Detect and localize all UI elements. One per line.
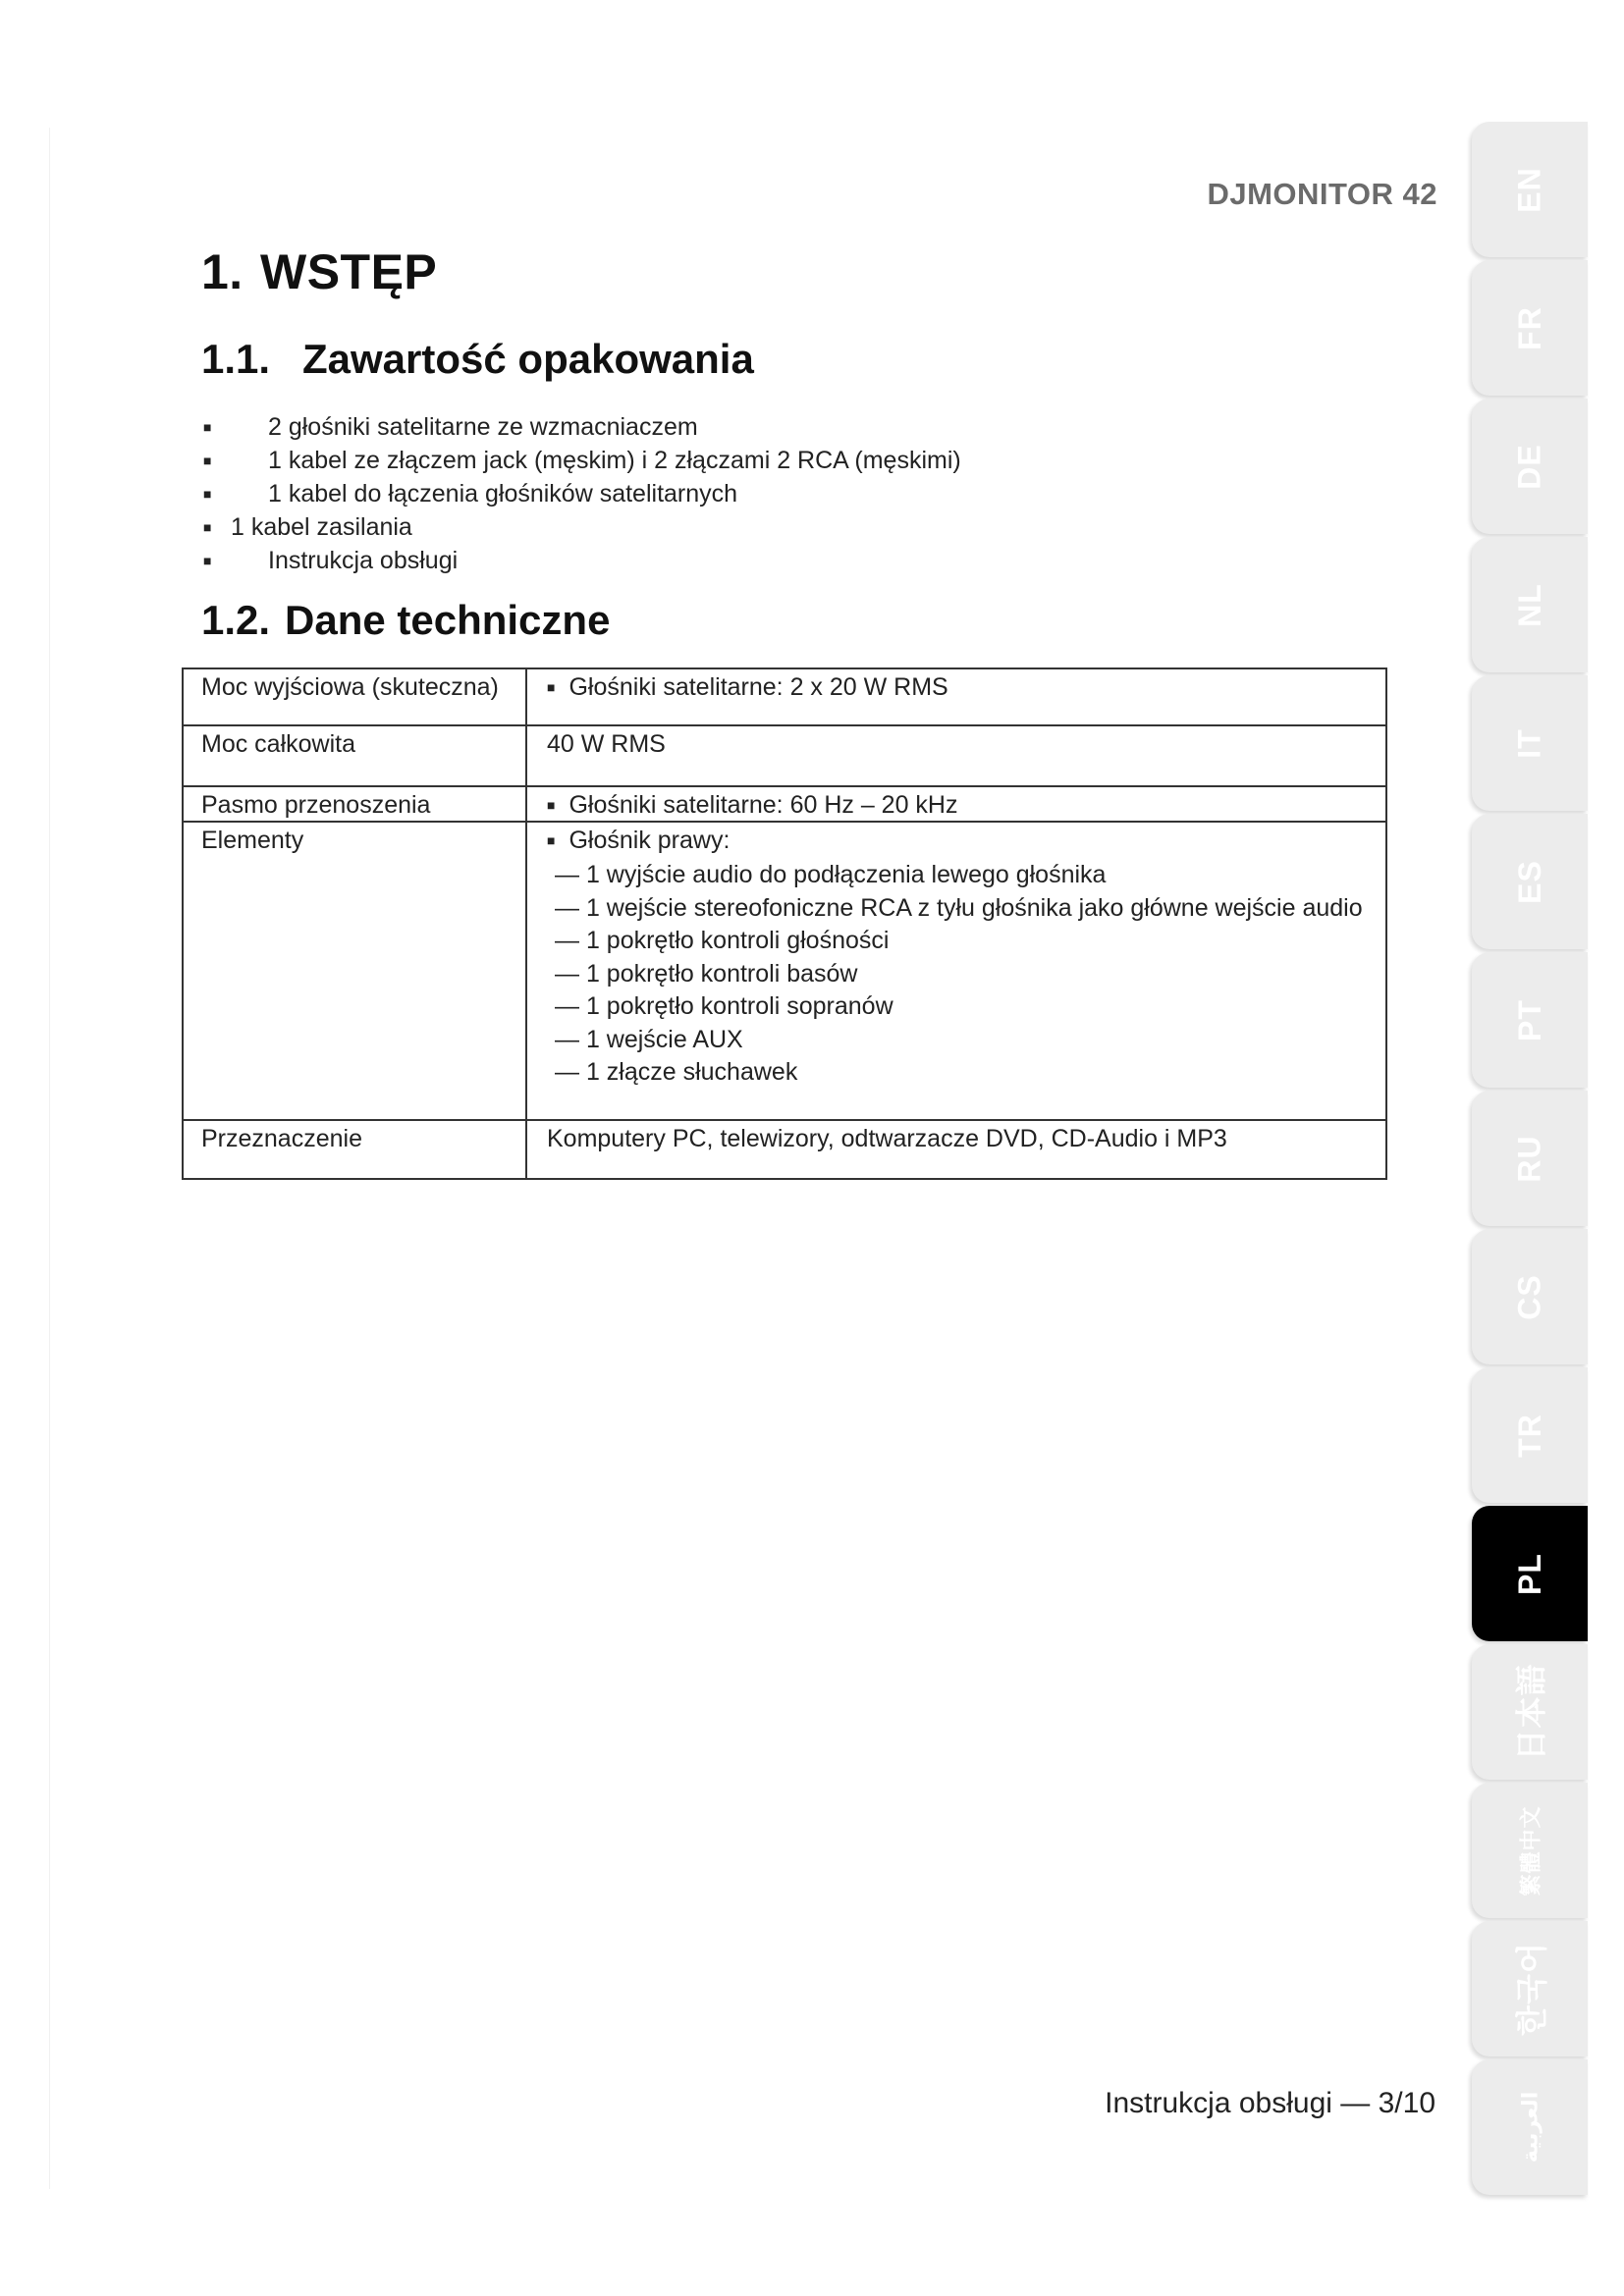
page-footer: Instrukcja obsługi — 3/10 [1105,2087,1435,2119]
tab-label: NL [1511,582,1547,627]
bullet-icon: ■ [203,419,212,435]
page-margin-line [49,128,50,2189]
list-item-text: 1 kabel ze złączem jack (męskim) i 2 złączami 2 RCA (męskimi) [268,447,961,474]
bullet-icon: ■ [203,486,212,502]
tab-lang-en[interactable] [1472,122,1588,257]
table-row [183,1120,1386,1179]
section-package-number: 1.1. [201,336,271,382]
tab-lang-pl[interactable] [1472,1506,1588,1641]
tab-lang-es[interactable] [1472,814,1588,949]
bullet-icon: ■ [203,519,212,535]
spec-value-cell [526,822,1386,1120]
list-item: — 1 wyjście audio do podłączenia lewego głośnika [555,861,1107,888]
tab-lang-tr[interactable] [1472,1367,1588,1503]
bullet-icon: ■ [547,797,556,813]
spec-label: Pasmo przenoszenia [183,786,526,822]
tab-label: TR [1511,1413,1547,1458]
chapter-number: 1. [201,244,244,299]
spec-value-cell [526,786,1386,822]
tab-lang-pt[interactable] [1472,952,1588,1088]
elements-heading-text: Głośnik prawy: [568,827,731,854]
spec-value: Głośniki satelitarne: 2 x 20 W RMS [568,673,948,701]
list-item-text: 1 kabel do łączenia głośników satelitarnych [268,480,738,507]
tab-lang-nl[interactable] [1472,537,1588,672]
tab-label: EN [1511,166,1547,213]
tab-label: PL [1511,1552,1547,1595]
tab-lang-ja[interactable] [1472,1644,1588,1780]
list-item: — 1 złącze słuchawek [555,1058,798,1086]
tab-lang-cs[interactable] [1472,1229,1588,1364]
tab-lang-zh[interactable] [1472,1783,1588,1918]
product-name: DJMONITOR 42 [1207,177,1437,211]
tab-label: 繁體中文 [1518,1804,1543,1896]
list-item-text: 1 kabel zasilania [231,513,412,541]
spec-value: Głośniki satelitarne: 60 Hz – 20 kHz [568,791,958,819]
list-item-text: Instrukcja obsługi [268,547,459,574]
tab-label: FR [1511,305,1547,350]
tab-label: CS [1511,1273,1547,1320]
list-item-text: 2 głośniki satelitarne ze wzmacniaczem [268,413,698,441]
section-package-title [201,336,754,383]
section-specs-title [201,597,610,644]
tab-label: 日本語 [1513,1663,1549,1761]
table-row [183,725,1386,786]
tab-label: RU [1511,1134,1547,1183]
bullet-icon: ■ [203,553,212,568]
chapter-title-text: WSTĘP [260,244,438,299]
spec-label: Przeznaczenie [183,1120,526,1179]
bullet-icon: ■ [203,453,212,468]
bullet-icon: ■ [547,679,556,695]
spec-label: Moc całkowita [183,725,526,786]
list-item: — 1 wejście AUX [555,1025,743,1053]
list-item: — 1 pokrętło kontroli sopranów [555,992,893,1020]
table-row [183,822,1386,1120]
chapter-title [201,243,437,300]
tab-lang-ru[interactable] [1472,1091,1588,1226]
section-package-title-text: Zawartość opakowania [302,336,754,382]
elements-list [555,859,1385,1090]
bullet-icon: ■ [547,832,556,848]
tab-lang-de[interactable] [1472,399,1588,534]
section-specs-number: 1.2. [201,597,271,643]
spec-label: Elementy [183,822,526,1120]
tab-label: ES [1511,859,1547,904]
spec-label: Moc wyjściowa (skuteczna) [183,668,526,725]
spec-value-cell [526,668,1386,725]
list-item: — 1 pokrętło kontroli głośności [555,927,890,954]
tab-lang-ar[interactable] [1472,2059,1588,2195]
specs-table [182,667,1387,1180]
section-specs-title-text: Dane techniczne [285,597,611,643]
table-row [183,786,1386,822]
table-row [183,668,1386,725]
tab-label: DE [1511,443,1547,490]
tab-label: العربية [1517,2091,1542,2163]
list-item: — 1 pokrętło kontroli basów [555,959,858,988]
tab-label: IT [1511,727,1547,759]
tab-label: PT [1511,998,1547,1041]
tab-lang-ko[interactable] [1472,1921,1588,2056]
tab-lang-fr[interactable] [1472,260,1588,396]
spec-value: Komputery PC, telewizory, odtwarzacze DVD, CD-Audio i MP3 [526,1120,1386,1179]
list-item: — 1 wejście stereofoniczne RCA z tyłu głośnika jako główne wejście audio [555,893,1363,922]
elements-heading [547,827,1385,855]
spec-value: 40 W RMS [526,725,1386,786]
tab-label: 한국어 [1514,1942,1549,2036]
tab-lang-it[interactable] [1472,675,1588,811]
